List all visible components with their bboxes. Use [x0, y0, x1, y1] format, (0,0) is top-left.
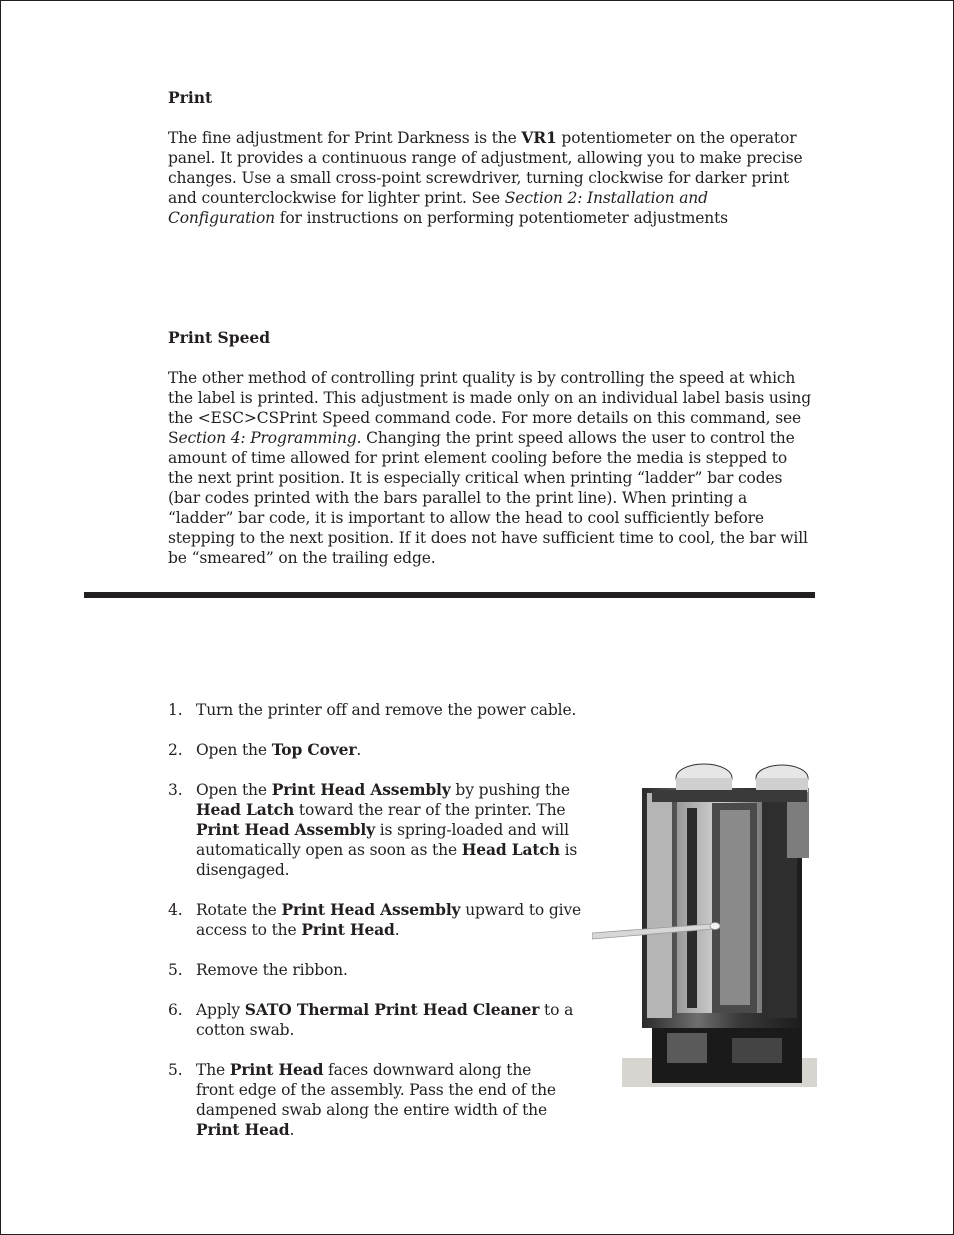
step-number: 5.: [168, 961, 183, 979]
step-item: 6. Apply SATO Thermal Print Head Cleaner to a cotton swab.: [168, 1000, 574, 1039]
step-item: 4. Rotate the Print Head Assembly upward to give access to the Print Head.: [168, 900, 582, 939]
heading-print: Print: [168, 88, 213, 107]
step-item: 3. Open the Print Head Assembly by pushing the Head Latch toward the rear of the printer. The Print Head Assembly is spring-loaded and will automatically open as soon as the Head Latch is disengaged.: [168, 780, 578, 879]
section-reference: ection 4: Programming: [178, 429, 357, 447]
step-item: 5. Remove the ribbon.: [168, 961, 348, 979]
cleaning-steps-list: [168, 700, 588, 1160]
step-item: 5. The Print Head faces downward along the front edge of the assembly. Pass the end of the dampened swab along the entire width of the Print Head.: [168, 1060, 556, 1139]
step-number: 5.: [168, 1061, 183, 1079]
step-number: 6.: [168, 1001, 183, 1019]
step-item: 1. Turn the printer off and remove the power cable.: [168, 701, 577, 719]
section-divider-rule: [84, 592, 815, 598]
step-number: 3.: [168, 781, 183, 799]
heading-print-speed: Print Speed: [168, 328, 271, 347]
section-reference: Section 2: Installation and Configuration: [168, 189, 708, 227]
step-number: 1.: [168, 701, 183, 719]
step-number: 2.: [168, 741, 183, 759]
vr1-term: VR1: [521, 128, 557, 147]
print-head-cleaning-photo: [592, 748, 817, 1087]
print-speed-paragraph: The other method of controlling print quality is by controlling the speed at which the label is printed. This adjustment is made only on an individual label basis using the <ESC>CSPrint Speed command code. For more details on this command, see Section 4: Programming. Changing the print speed allows the user to control the amount of time allowed for print element cooling before the media is stepped to the next print position. It is especially critical when printing “ladder” bar codes (bar codes printed with the bars parallel to the print line). When printing a “ladder” bar code, it is important to allow the head to cool sufficiently before stepping to the next position. If it does not have sufficient time to cool, the bar will be “smeared” on the trailing edge.: [168, 369, 811, 567]
print-darkness-paragraph: The fine adjustment for Print Darkness is the VR1 potentiometer on the operator panel. It provides a continuous range of adjustment, allowing you to make precise changes. Use a small cross-point screwdriver, turning clockwise for darker print and counterclockwise for lighter print. See Section 2: Installation and Configuration for instructions on performing potentiometer adjustments: [168, 128, 803, 227]
step-item: 2. Open the Top Cover.: [168, 740, 362, 759]
step-number: 4.: [168, 901, 183, 919]
